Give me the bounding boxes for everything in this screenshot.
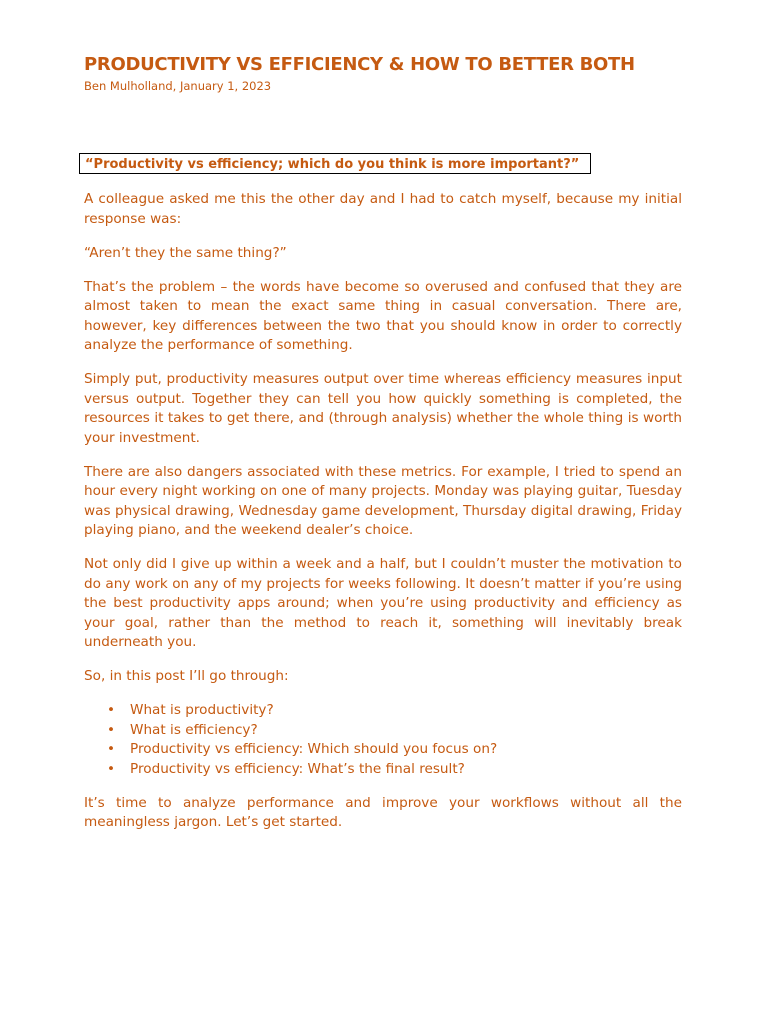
paragraph-problem: That’s the problem – the words have become so overused and confused that they are almost taken to mean the exact same thing in casual conversation. There are, however, key differences between the two that you should know in order to correctly analyze the performance of something. bbox=[84, 278, 682, 353]
paragraph-closing: It’s time to analyze performance and improve your workflows without all the meaningless jargon. Let’s get started. bbox=[84, 794, 682, 830]
list-item bbox=[107, 740, 682, 760]
bullet-icon: • bbox=[107, 741, 116, 757]
list-item-text: Productivity vs efficiency: What’s the final result? bbox=[130, 760, 465, 777]
paragraph-question: “Aren’t they the same thing?” bbox=[84, 244, 287, 261]
highlighted-quote: “Productivity vs efficiency; which do you think is more important?” bbox=[79, 153, 591, 174]
bullet-icon: • bbox=[107, 702, 116, 718]
bullet-icon: • bbox=[107, 760, 116, 777]
paragraph-definition: Simply put, productivity measures output over time whereas efficiency measures input versus output. Together they can tell you how quickly something is completed, the resources it takes to get there, and (through analysis) whether the whole thing is worth your investment. bbox=[84, 371, 682, 446]
list-item-text: Productivity vs efficiency: Which should you focus on? bbox=[130, 741, 498, 757]
article-byline: Ben Mulholland, January 1, 2023 bbox=[84, 79, 272, 93]
paragraph-motivation: Not only did I give up within a week and a half, but I couldn’t muster the motivation to do any work on any of my projects for weeks following. It doesn’t matter if you’re using the best productivity apps around; when you’re using productivity and efficiency as your goal, rather than the method to reach it, something will inevitably break underneath you. bbox=[84, 556, 682, 650]
list-item-text: What is productivity? bbox=[130, 702, 274, 718]
bullet-icon: • bbox=[107, 721, 116, 738]
paragraph-intro: A colleague asked me this the other day and I had to catch myself, because my initial response was: bbox=[84, 191, 682, 227]
list-item bbox=[107, 701, 682, 721]
list-item bbox=[107, 721, 682, 741]
list-item bbox=[107, 760, 682, 780]
article-title: PRODUCTIVITY VS EFFICIENCY & HOW TO BETTER BOTH bbox=[84, 54, 635, 75]
paragraph-list-intro: So, in this post I’ll go through: bbox=[84, 668, 289, 684]
article-body bbox=[84, 190, 682, 847]
list-item-text: What is efficiency? bbox=[130, 721, 258, 738]
topics-list bbox=[84, 701, 682, 779]
paragraph-dangers: There are also dangers associated with these metrics. For example, I tried to spend an hour every night working on one of many projects. Monday was playing guitar, Tuesday was physical drawing, Wednesday game development, Thursday digital drawing, Friday playing piano, and the weekend dealer’s choice. bbox=[84, 463, 682, 538]
